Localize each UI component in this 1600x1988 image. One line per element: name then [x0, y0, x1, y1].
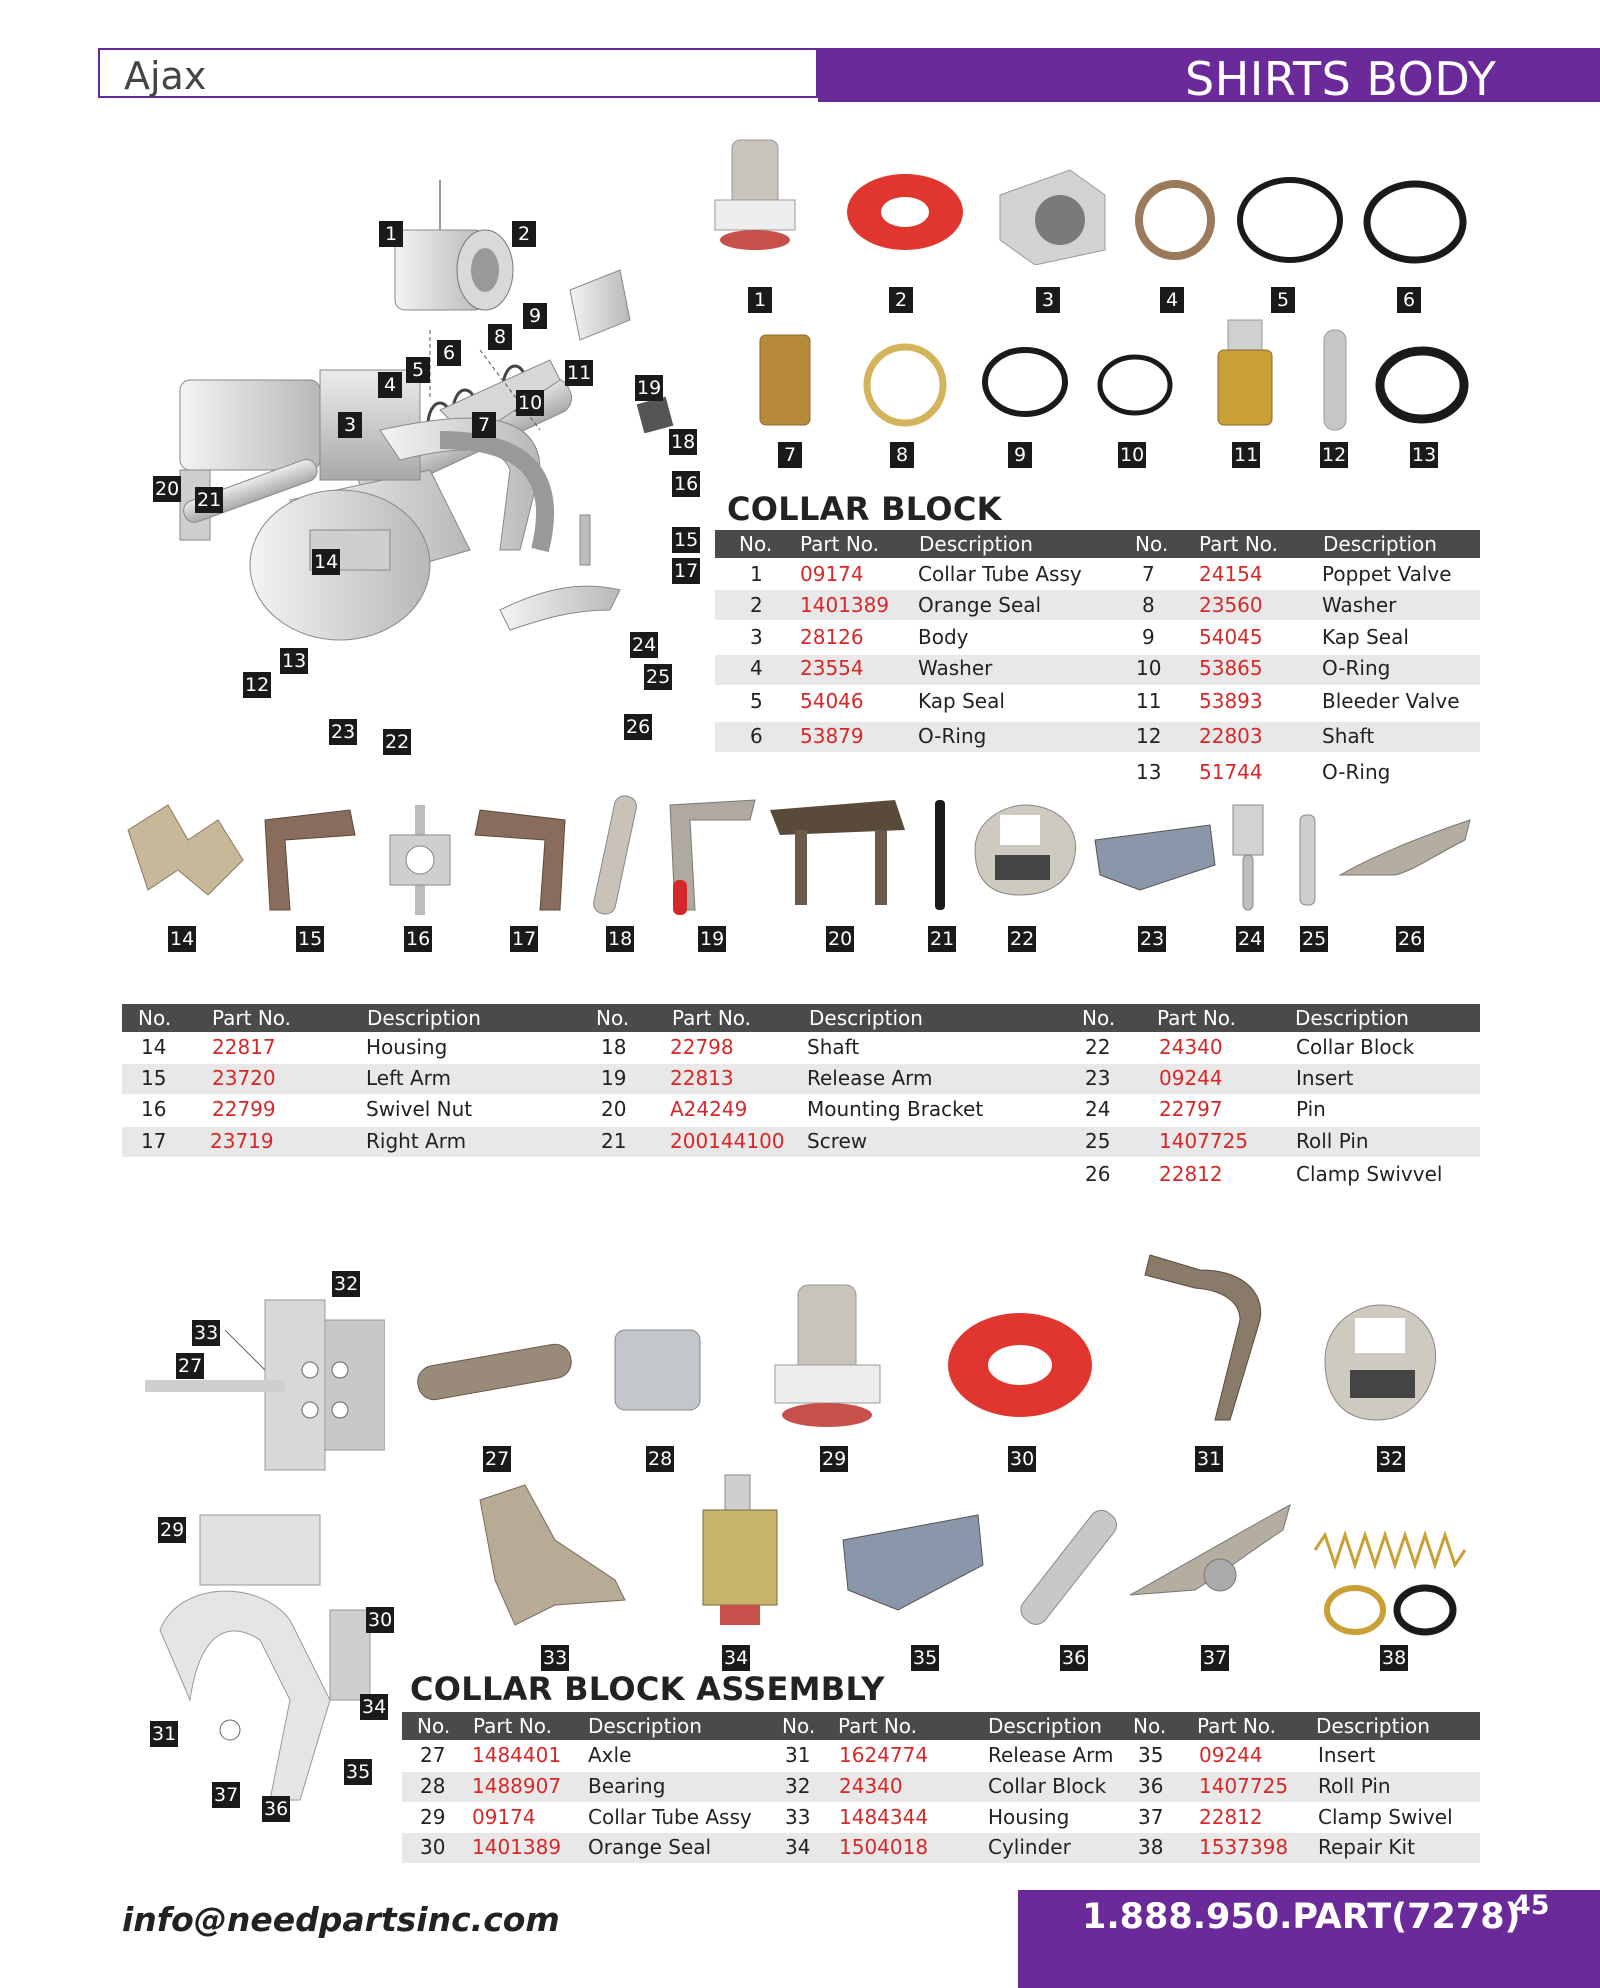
part-badge: 2	[889, 287, 913, 313]
cell-part-no: 1624774	[839, 1743, 929, 1767]
col-description: Description	[988, 1714, 1102, 1738]
cell-part-no: 1407725	[1199, 1774, 1289, 1798]
part-photo-orange-seal	[845, 172, 965, 252]
part-photo-release-arm	[655, 790, 765, 920]
cell-no: 26	[1085, 1162, 1111, 1186]
cell-part-no: 09244	[1199, 1743, 1263, 1767]
part-photo-clamp-swivvel	[1335, 815, 1475, 885]
part-badge: 10	[1120, 444, 1145, 466]
diagram-badge: 16	[674, 473, 699, 495]
cell-no: 31	[785, 1743, 811, 1767]
cell-description: O-Ring	[918, 724, 987, 748]
col-part-no: Part No.	[838, 1714, 918, 1738]
col-no: No.	[1135, 532, 1169, 556]
part-badge: 8	[890, 442, 914, 468]
cell-description: Poppet Valve	[1322, 562, 1452, 586]
part-photo-housing	[118, 800, 248, 900]
col-no: No.	[138, 1006, 172, 1030]
part-photo-collar-block	[965, 800, 1085, 900]
cell-part-no: 53893	[1199, 689, 1263, 713]
cell-description: Kap Seal	[1322, 625, 1409, 649]
cell-description: Roll Pin	[1318, 1774, 1391, 1798]
assembly-title: COLLAR BLOCK ASSEMBLY	[410, 1670, 885, 1708]
cell-no: 17	[141, 1129, 167, 1153]
cell-part-no: 200144100	[670, 1129, 785, 1153]
diagram-badge: 25	[646, 666, 671, 688]
cell-description: Screw	[807, 1129, 868, 1153]
cell-description: Left Arm	[366, 1066, 452, 1090]
part-photo-screw	[925, 795, 955, 915]
cell-no: 21	[601, 1129, 627, 1153]
cell-description: Release Arm	[807, 1066, 933, 1090]
cell-no: 19	[601, 1066, 627, 1090]
diagram-badge: 23	[331, 721, 356, 743]
cell-no: 3	[750, 625, 763, 649]
cell-description: Axle	[588, 1743, 632, 1767]
cell-description: Repair Kit	[1318, 1835, 1415, 1859]
cell-part-no: 1484401	[472, 1743, 562, 1767]
cell-part-no: 22803	[1199, 724, 1263, 748]
col-description: Description	[1316, 1714, 1430, 1738]
diagram-badge: 13	[282, 650, 307, 672]
cell-description: Kap Seal	[918, 689, 1005, 713]
cell-no: 25	[1085, 1129, 1111, 1153]
part-badge: 6	[1397, 287, 1421, 313]
cell-description: Housing	[988, 1805, 1070, 1829]
part-badge: 37	[1203, 1647, 1228, 1669]
cell-description: Collar Block	[988, 1774, 1107, 1798]
part-photo-orange-seal-2	[945, 1310, 1095, 1420]
cell-no: 13	[1136, 760, 1162, 784]
part-badge: 27	[485, 1448, 510, 1470]
diagram-badge: 9	[523, 303, 547, 329]
part-photo-washer-brass	[860, 340, 950, 430]
col-no: No.	[596, 1006, 630, 1030]
cell-description: Bleeder Valve	[1322, 689, 1460, 713]
cell-part-no: 23720	[212, 1066, 276, 1090]
col-part-no: Part No.	[1197, 1714, 1277, 1738]
row-stripe	[122, 1127, 1480, 1157]
cell-description: Roll Pin	[1296, 1129, 1369, 1153]
part-photo-roll-pin	[1295, 810, 1320, 910]
diagram-badge: 17	[674, 560, 699, 582]
cell-description: Body	[918, 625, 969, 649]
part-photo-bleeder-valve	[1210, 315, 1280, 430]
cell-part-no: 23719	[210, 1129, 274, 1153]
cell-part-no: 1407725	[1159, 1129, 1249, 1153]
part-photo-shaft	[1310, 325, 1360, 435]
diagram-badge: 19	[637, 377, 662, 399]
cell-no: 15	[141, 1066, 167, 1090]
part-photo-cylinder	[695, 1470, 785, 1630]
cell-description: Shaft	[807, 1035, 860, 1059]
diagram-badge: 6	[437, 340, 461, 366]
parts-mid-table-header	[122, 1004, 1480, 1032]
part-photo-collar-block-2	[1315, 1300, 1445, 1425]
cell-no: 37	[1138, 1805, 1164, 1829]
part-badge: 1	[748, 287, 772, 313]
cell-no: 8	[1142, 593, 1155, 617]
col-description: Description	[1323, 532, 1437, 556]
cell-no: 20	[601, 1097, 627, 1121]
part-badge: 5	[1271, 287, 1295, 313]
cell-no: 14	[141, 1035, 167, 1059]
cell-part-no: 51744	[1199, 760, 1263, 784]
cell-part-no: 22797	[1159, 1097, 1223, 1121]
col-no: No.	[1082, 1006, 1116, 1030]
cell-no: 12	[1136, 724, 1162, 748]
part-photo-o-ring	[1360, 180, 1470, 265]
part-photo-bearing	[610, 1320, 705, 1420]
part-photo-left-arm	[255, 800, 365, 920]
cell-part-no: 1537398	[1199, 1835, 1289, 1859]
diagram-badge: 20	[155, 478, 180, 500]
col-part-no: Part No.	[800, 532, 880, 556]
cell-description: Insert	[1296, 1066, 1354, 1090]
cell-part-no: 22799	[212, 1097, 276, 1121]
diagram-badge: 37	[214, 1784, 239, 1806]
collar-block-table-header	[715, 530, 1480, 558]
part-photo-pin	[1228, 800, 1268, 915]
row-stripe	[122, 1064, 1480, 1094]
col-part-no: Part No.	[1199, 532, 1279, 556]
col-no: No.	[739, 532, 773, 556]
cell-description: Swivel Nut	[366, 1097, 473, 1121]
cell-description: Mounting Bracket	[807, 1097, 984, 1121]
diagram-badge: 24	[632, 634, 657, 656]
cell-part-no: 1401389	[800, 593, 890, 617]
brand-label: Ajax	[124, 54, 207, 98]
part-photo-body	[990, 165, 1110, 265]
cell-part-no: 22817	[212, 1035, 276, 1059]
part-photo-collar-tube-2	[770, 1280, 885, 1430]
cell-part-no: 53879	[800, 724, 864, 748]
cell-description: O-Ring	[1322, 656, 1391, 680]
diagram-badge: 36	[264, 1798, 289, 1820]
cell-part-no: 22813	[670, 1066, 734, 1090]
diagram-badge: 33	[194, 1322, 219, 1344]
cell-no: 2	[750, 593, 763, 617]
cell-no: 16	[141, 1097, 167, 1121]
part-photo-clamp-swivel-2	[1125, 1500, 1295, 1610]
cell-part-no: 23560	[1199, 593, 1263, 617]
part-badge: 22	[1010, 928, 1035, 950]
cell-part-no: 22812	[1159, 1162, 1223, 1186]
cell-description: Collar Tube Assy	[918, 562, 1082, 586]
cell-description: Bearing	[588, 1774, 666, 1798]
part-badge: 3	[1036, 287, 1060, 313]
diagram-badge: 30	[368, 1609, 393, 1631]
cell-no: 38	[1138, 1835, 1164, 1859]
part-badge: 33	[543, 1647, 568, 1669]
diagram-badge: 4	[378, 372, 402, 398]
collar-block-title: COLLAR BLOCK	[727, 490, 1002, 528]
col-part-no: Part No.	[473, 1714, 553, 1738]
cell-no: 10	[1136, 656, 1162, 680]
part-badge: 9	[1008, 442, 1032, 468]
part-badge: 19	[700, 928, 725, 950]
diagram-badge: 12	[245, 674, 270, 696]
cell-no: 34	[785, 1835, 811, 1859]
diagram-badge: 34	[362, 1696, 387, 1718]
cell-description: Orange Seal	[588, 1835, 712, 1859]
part-badge: 36	[1062, 1647, 1087, 1669]
part-badge: 31	[1197, 1448, 1222, 1470]
footer-email-link[interactable]: info@needpartsinc.com	[122, 1900, 560, 1939]
cell-part-no: 53865	[1199, 656, 1263, 680]
cell-part-no: 54045	[1199, 625, 1263, 649]
col-description: Description	[588, 1714, 702, 1738]
cell-no: 7	[1142, 562, 1155, 586]
col-part-no: Part No.	[1157, 1006, 1237, 1030]
part-photo-o-ring-3	[1375, 345, 1470, 425]
cell-no: 28	[420, 1774, 446, 1798]
part-badge: 38	[1382, 1647, 1407, 1669]
part-badge: 32	[1379, 1448, 1404, 1470]
cell-part-no: 24340	[839, 1774, 903, 1798]
col-description: Description	[809, 1006, 923, 1030]
cell-part-no: 1401389	[472, 1835, 562, 1859]
diagram-badge: 21	[197, 489, 222, 511]
cell-no: 29	[420, 1805, 446, 1829]
col-no: No.	[782, 1714, 816, 1738]
cell-no: 35	[1138, 1743, 1164, 1767]
part-photo-kap-seal-2	[980, 345, 1070, 420]
col-description: Description	[919, 532, 1033, 556]
diagram-badge: 14	[314, 551, 339, 573]
part-photo-kap-seal	[1235, 175, 1345, 265]
part-badge: 14	[170, 928, 195, 950]
part-photo-swivel-nut	[385, 805, 455, 915]
cell-no: 18	[601, 1035, 627, 1059]
cell-description: Collar Block	[1296, 1035, 1415, 1059]
col-description: Description	[1295, 1006, 1409, 1030]
part-badge: 28	[648, 1448, 673, 1470]
cell-description: Insert	[1318, 1743, 1376, 1767]
part-photo-insert	[1090, 820, 1220, 895]
part-badge: 16	[406, 928, 431, 950]
cell-description: Clamp Swivel	[1318, 1805, 1453, 1829]
cell-no: 5	[750, 689, 763, 713]
cell-description: Release Arm	[988, 1743, 1114, 1767]
cell-description: Shaft	[1322, 724, 1375, 748]
part-badge: 4	[1160, 287, 1184, 313]
part-photo-right-arm	[465, 800, 575, 920]
page-number: 45	[1512, 1890, 1550, 1921]
assembly-table-header	[402, 1712, 1480, 1740]
cell-no: 1	[750, 562, 763, 586]
part-badge: 25	[1302, 928, 1327, 950]
cell-no: 22	[1085, 1035, 1111, 1059]
part-photo-release-arm-2	[1140, 1250, 1275, 1430]
diagram-badge: 7	[472, 412, 496, 438]
part-badge: 34	[724, 1647, 749, 1669]
diagram-badge: 11	[567, 362, 592, 384]
part-badge: 18	[608, 928, 633, 950]
col-part-no: Part No.	[212, 1006, 292, 1030]
diagram-badge: 8	[488, 324, 512, 350]
cell-description: Collar Tube Assy	[588, 1805, 752, 1829]
cell-no: 23	[1085, 1066, 1111, 1090]
diagram-badge: 29	[160, 1519, 185, 1541]
diagram-badge: 18	[671, 431, 696, 453]
part-badge: 24	[1238, 928, 1263, 950]
diagram-badge: 3	[338, 412, 362, 438]
cell-part-no: 1488907	[472, 1774, 562, 1798]
cell-part-no: 09174	[472, 1805, 536, 1829]
cell-no: 30	[420, 1835, 446, 1859]
cell-no: 11	[1136, 689, 1162, 713]
cell-part-no: 1504018	[839, 1835, 929, 1859]
part-badge: 20	[828, 928, 853, 950]
cell-no: 6	[750, 724, 763, 748]
part-photo-housing-2	[465, 1480, 635, 1630]
cell-part-no: 24154	[1199, 562, 1263, 586]
cell-description: Washer	[1322, 593, 1397, 617]
footer-phone[interactable]: 1.888.950.PART(7278)	[1082, 1897, 1521, 1937]
part-badge: 21	[930, 928, 955, 950]
cell-part-no: 54046	[800, 689, 864, 713]
part-photo-washer	[1135, 180, 1215, 260]
exploded-diagram-collar-block	[140, 170, 700, 790]
diagram-badge: 31	[152, 1723, 177, 1745]
diagram-badge: 15	[674, 529, 699, 551]
cell-part-no: A24249	[670, 1097, 748, 1121]
diagram-badge: 35	[346, 1761, 371, 1783]
cell-description: O-Ring	[1322, 760, 1391, 784]
cell-description: Cylinder	[988, 1835, 1071, 1859]
diagram-badge: 2	[512, 221, 536, 247]
cell-description: Pin	[1296, 1097, 1326, 1121]
part-photo-shaft-2	[590, 790, 640, 920]
part-badge: 13	[1412, 444, 1437, 466]
part-badge: 35	[913, 1647, 938, 1669]
cell-part-no: 22812	[1199, 1805, 1263, 1829]
part-badge: 23	[1140, 928, 1165, 950]
cell-description: Right Arm	[366, 1129, 467, 1153]
part-photo-mounting-bracket	[765, 790, 910, 910]
cell-description: Washer	[918, 656, 993, 680]
diagram-badge: 26	[626, 716, 651, 738]
cell-part-no: 09244	[1159, 1066, 1223, 1090]
part-photo-axle	[412, 1325, 577, 1415]
diagram-badge: 22	[385, 731, 410, 753]
col-no: No.	[417, 1714, 451, 1738]
cell-part-no: 24340	[1159, 1035, 1223, 1059]
part-photo-repair-kit	[1310, 1530, 1470, 1640]
col-no: No.	[1133, 1714, 1167, 1738]
part-badge: 26	[1398, 928, 1423, 950]
cell-part-no: 1484344	[839, 1805, 929, 1829]
cell-description: Orange Seal	[918, 593, 1042, 617]
part-badge: 29	[822, 1448, 847, 1470]
part-photo-o-ring-2	[1095, 350, 1175, 420]
cell-no: 36	[1138, 1774, 1164, 1798]
part-badge: 17	[512, 928, 537, 950]
page-title: SHIRTS BODY	[1185, 52, 1497, 106]
diagram-badge: 5	[406, 357, 430, 383]
cell-part-no: 22798	[670, 1035, 734, 1059]
col-part-no: Part No.	[672, 1006, 752, 1030]
col-description: Description	[367, 1006, 481, 1030]
part-photo-poppet-valve	[755, 330, 815, 430]
cell-no: 4	[750, 656, 763, 680]
part-badge: 30	[1010, 1448, 1035, 1470]
cell-no: 33	[785, 1805, 811, 1829]
diagram-badge: 10	[518, 392, 543, 414]
part-badge: 11	[1234, 444, 1259, 466]
part-photo-insert-2	[838, 1510, 988, 1620]
cell-part-no: 23554	[800, 656, 864, 680]
cell-part-no: 09174	[800, 562, 864, 586]
cell-part-no: 28126	[800, 625, 864, 649]
cell-no: 27	[420, 1743, 446, 1767]
assembly-diagram-top	[145, 1270, 385, 1500]
cell-no: 24	[1085, 1097, 1111, 1121]
cell-no: 32	[785, 1774, 811, 1798]
part-photo-collar-tube	[710, 135, 800, 255]
part-badge: 12	[1322, 444, 1347, 466]
part-badge: 15	[298, 928, 323, 950]
part-photo-roll-pin-2	[1005, 1495, 1135, 1635]
part-badge: 7	[778, 442, 802, 468]
diagram-badge: 27	[178, 1355, 203, 1377]
cell-no: 9	[1142, 625, 1155, 649]
cell-description: Clamp Swivvel	[1296, 1162, 1443, 1186]
diagram-badge: 1	[379, 221, 403, 247]
diagram-badge: 32	[334, 1273, 359, 1295]
cell-description: Housing	[366, 1035, 448, 1059]
